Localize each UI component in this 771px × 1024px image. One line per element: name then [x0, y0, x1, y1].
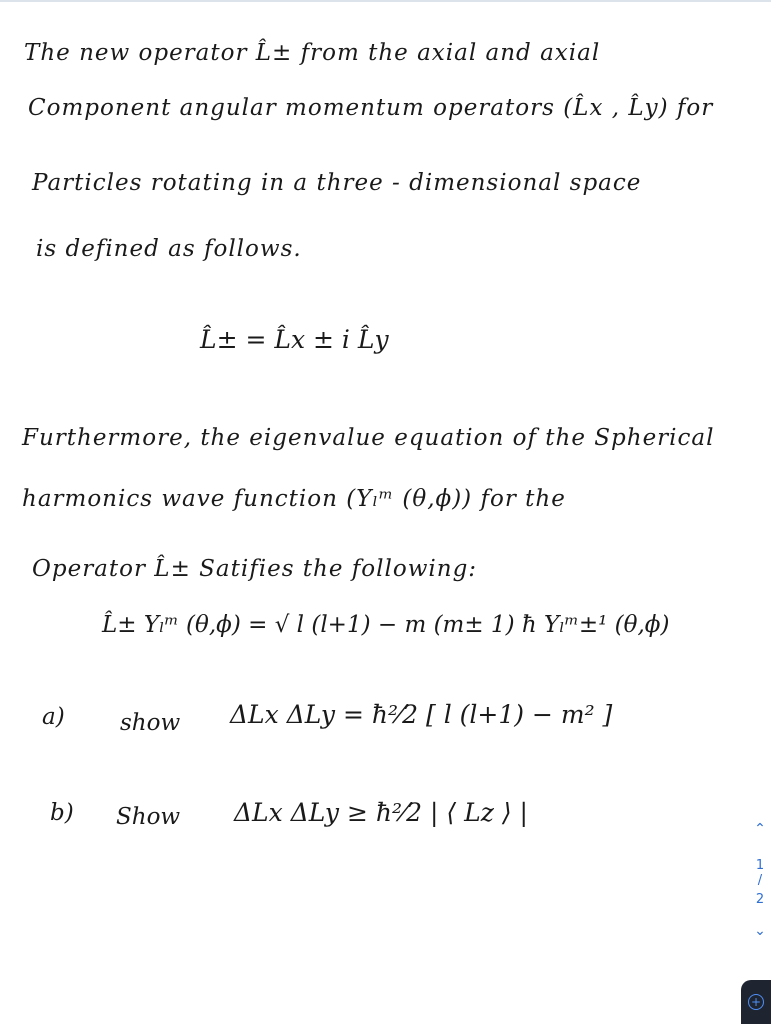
plus-circle-icon: +: [748, 994, 764, 1010]
add-button[interactable]: [741, 980, 771, 1024]
part-b-verb: Show: [116, 804, 181, 830]
paragraph1-line3: Particles rotating in a three - dimensional space: [32, 170, 642, 196]
equation-eigenvalue: L̂± Yₗᵐ (θ,ϕ) = √ l (l+1) − m (m± 1) ħ Yₗᵐ±¹ (θ,ϕ): [102, 612, 670, 638]
part-a-label: a): [42, 704, 65, 730]
paragraph2-line3: Operator L̂± Satifies the following:: [32, 556, 478, 582]
part-b-expression: ΔLx ΔLy ≥ ħ²⁄2 | ⟨ Lz ⟩ |: [234, 798, 528, 827]
paragraph1-line4: is defined as follows.: [36, 236, 302, 262]
paragraph1-line1: The new operator L̂± from the axial and axial: [24, 40, 601, 66]
equation-ladder-operator: L̂± = L̂x ± i L̂y: [200, 325, 389, 354]
page-separator: /: [757, 873, 763, 888]
part-a-expression: ΔLx ΔLy = ħ²⁄2 [ l (l+1) − m² ]: [230, 700, 613, 729]
chevron-up-icon[interactable]: ⌃: [754, 821, 766, 837]
part-a-verb: show: [120, 710, 181, 736]
chevron-down-icon[interactable]: ⌄: [754, 923, 766, 939]
part-b-label: b): [50, 800, 74, 826]
paragraph1-line2: Component angular momentum operators (L̂x , L̂y) for: [28, 95, 714, 121]
paragraph2-line2: harmonics wave function (Yₗᵐ (θ,ϕ)) for the: [22, 486, 566, 512]
page-navigator: [749, 822, 771, 938]
paragraph2-line1: Furthermore, the eigenvalue equation of the Spherical: [22, 425, 715, 451]
total-pages: 2: [755, 892, 765, 907]
current-page-number: 1: [755, 858, 765, 873]
